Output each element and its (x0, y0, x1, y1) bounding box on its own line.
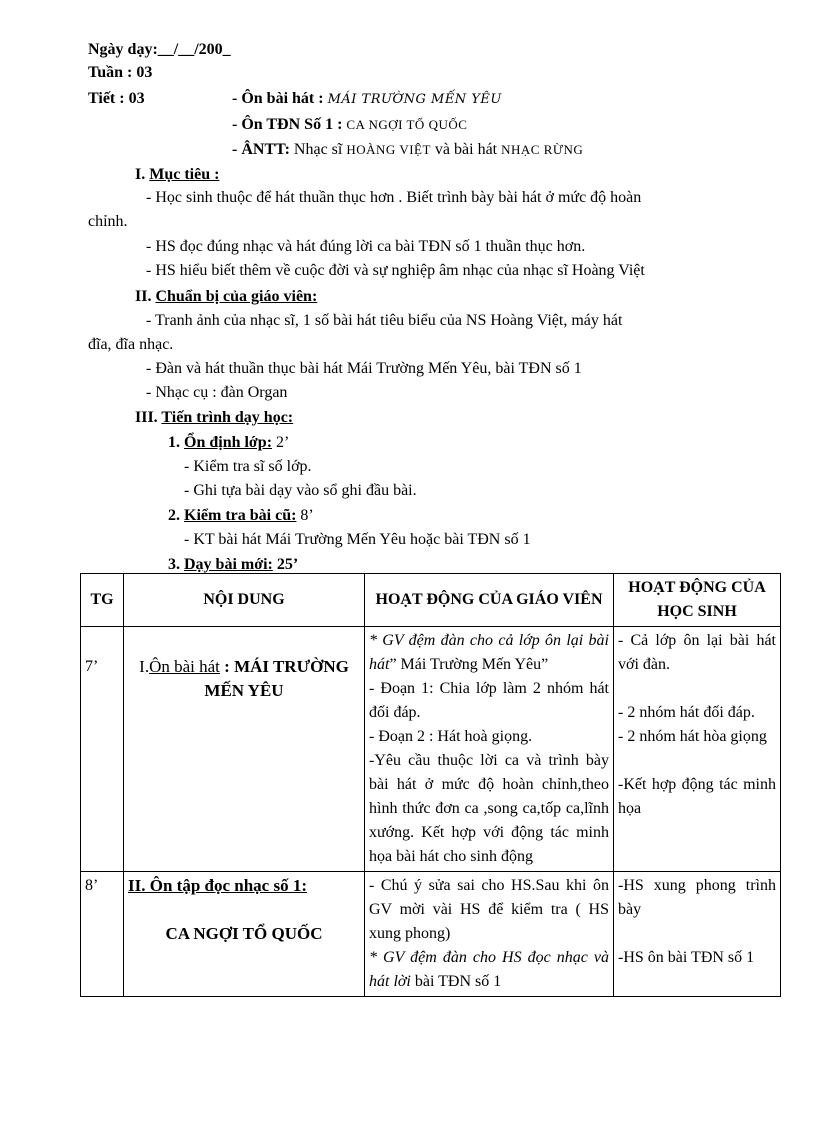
objective-line-cont: chỉnh. (88, 213, 128, 230)
review-song-line (232, 89, 502, 110)
preparation-line: - Nhạc cụ : đàn Organ (146, 384, 288, 401)
teacher-note: ” Mái Trường Mến Yêu” (389, 656, 549, 673)
review-song-title: MÁI TRƯỜNG MẾN YÊU (327, 92, 502, 107)
table-row (81, 872, 781, 997)
row-content (124, 627, 365, 872)
step-number: 1. (168, 434, 180, 451)
teacher-note: bài TĐN số 1 (410, 973, 502, 990)
content-title: II. Ôn tập đọc nhạc số 1: (128, 876, 308, 895)
section-number: I. (135, 166, 146, 183)
review-tdn-title: CA NGỢI TỔ QUỐC (346, 117, 468, 132)
header-content: NỘI DUNG (124, 574, 365, 627)
step-time: 25’ (272, 556, 299, 573)
section-number: III. (135, 409, 158, 426)
objective-line: - HS hiểu biết thêm về cuộc đời và sự nghiệp âm nhạc của nhạc sĩ Hoàng Việt (146, 262, 645, 279)
section-preparation-title (135, 287, 317, 307)
teacher-step: - Đoạn 2 : Hát hoà giọng. (369, 728, 533, 745)
header-student-activity: HOẠT ĐỘNG CỦA HỌC SINH (614, 574, 781, 627)
antt-song-name: NHẠC RỪNG (501, 142, 584, 157)
antt-composer-name: HOÀNG VIỆT (346, 142, 431, 157)
step-number: 3. (168, 556, 180, 573)
step-title: Dạy bài mới: (184, 556, 273, 573)
section-process-title (135, 408, 293, 428)
student-step: - Cả lớp ôn lại bài hát với đàn. (618, 632, 776, 673)
teacher-note-italic: * GV đệm đàn cho cả lớp ôn lại bài hát (369, 632, 609, 673)
preparation-line-cont: đĩa, đĩa nhạc. (88, 336, 174, 353)
review-tdn-label: - Ôn TĐN Số 1 : (232, 116, 343, 133)
student-step: - 2 nhóm hát đối đáp. (618, 704, 755, 721)
table-header-row (81, 574, 781, 627)
section-title: Mục tiêu : (149, 166, 220, 183)
teacher-note-italic: * GV đệm đàn cho HS đọc nhạc và hát lời (369, 949, 609, 990)
step-time: 2’ (272, 434, 290, 451)
teacher-step: -Yêu cầu thuộc lời ca và trình bày bài hát ở mức độ hoàn chỉnh,theo hình thức đơn ca ,song ca,tốp ca,lĩnh xướng. Kết hợp với động tác minh họa bài hát cho sinh động (369, 752, 609, 865)
content-title: Ôn bài hát (149, 657, 220, 676)
step-title: Kiểm tra bài cũ: (184, 507, 297, 524)
antt-text-2: và bài hát (434, 141, 498, 158)
section-number: II. (135, 288, 152, 305)
section-title: Chuẩn bị của giáo viên: (155, 288, 318, 305)
review-tdn-line (232, 115, 467, 135)
student-step: -Kết hợp động tác minh họa (618, 776, 776, 817)
row-student-activity (614, 872, 781, 997)
content-prefix: I. (139, 657, 150, 676)
antt-line (232, 140, 583, 160)
lesson-number: Tiết : 03 (88, 90, 145, 107)
review-song-label: - Ôn bài hát : (232, 90, 324, 107)
step-2-title (168, 506, 314, 526)
section-title: Tiến trình dạy học: (161, 409, 294, 426)
student-step: - 2 nhóm hát hòa giọng (618, 728, 767, 745)
lesson-table (80, 573, 781, 997)
content-song: CA NGỢI TỔ QUỐC (165, 924, 323, 943)
teacher-step: - Đoạn 1: Chia lớp làm 2 nhóm hát đối đáp. (369, 680, 609, 721)
section-objectives-title (135, 165, 219, 185)
row-teacher-activity (365, 872, 614, 997)
week: Tuần : 03 (88, 64, 153, 81)
table-row (81, 627, 781, 872)
step-3-title (168, 555, 298, 575)
objective-line: - Học sinh thuộc để hát thuần thục hơn . Biết trình bày bài hát ở mức độ hoàn (146, 189, 642, 206)
row-time: 8’ (81, 872, 124, 997)
student-step: -HS xung phong trình bày (618, 877, 776, 918)
step-time: 8’ (296, 507, 314, 524)
preparation-line: - Đàn và hát thuần thục bài hát Mái Trường Mến Yêu, bài TĐN số 1 (146, 360, 582, 377)
objective-line: - HS đọc đúng nhạc và hát đúng lời ca bài TĐN số 1 thuần thục hơn. (146, 238, 586, 255)
step-2-line: - KT bài hát Mái Trường Mến Yêu hoặc bài TĐN số 1 (184, 531, 531, 548)
preparation-line: - Tranh ảnh của nhạc sĩ, 1 số bài hát tiêu biểu của NS Hoàng Việt, máy hát (146, 312, 623, 329)
teacher-step: - Chú ý sửa sai cho HS.Sau khi ôn GV mời vài HS để kiểm tra ( HS xung phong) (369, 877, 609, 942)
step-number: 2. (168, 507, 180, 524)
step-1-line: - Ghi tựa bài dạy vào sổ ghi đầu bài. (184, 482, 417, 499)
header-time: TG (81, 574, 124, 627)
header-teacher-activity: HOẠT ĐỘNG CỦA GIÁO VIÊN (365, 574, 614, 627)
row-student-activity (614, 627, 781, 872)
row-content (124, 872, 365, 997)
step-1-title (168, 433, 289, 453)
antt-label: - ÂNTT: (232, 141, 290, 158)
step-title: Ổn định lớp: (184, 434, 273, 451)
student-step: -HS ôn bài TĐN số 1 (618, 949, 755, 966)
row-teacher-activity (365, 627, 614, 872)
teaching-date: Ngày dạy:__/__/200_ (88, 41, 231, 58)
step-1-line: - Kiểm tra sĩ số lớp. (184, 458, 312, 475)
antt-text-1: Nhạc sĩ (293, 141, 343, 158)
content-song: : MÁI TRƯỜNG MẾN YÊU (204, 657, 349, 700)
row-time: 7’ (81, 627, 124, 872)
